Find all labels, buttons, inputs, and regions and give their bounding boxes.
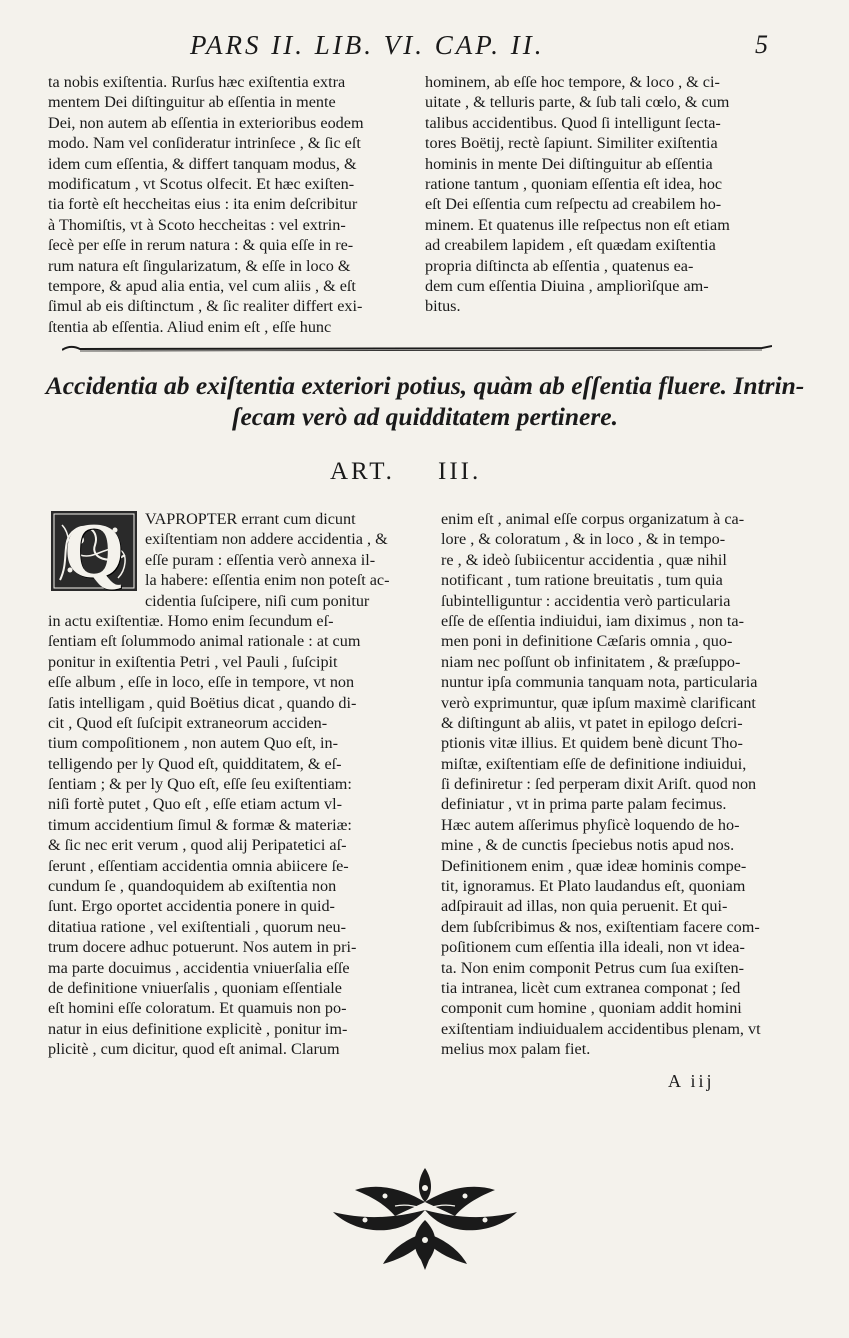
text-line: plicitè , cum dicitur, quod eſt animal. Clarum	[48, 1040, 340, 1059]
text-line: ſecè per eſſe in rerum natura : & quia eſſe in re-	[48, 236, 354, 255]
section-heading-line: Accidentia ab exiſtentia exteriori potius, quàm ab eſſentia fluere. Intrin-	[45, 371, 805, 400]
text-line: propria diſtincta ab eſſentia , quatenus ea-	[425, 256, 694, 275]
text-line: tores Boëtij, rectè ſapiunt. Similiter exiſtentia	[425, 134, 718, 153]
section-heading-line: ſecam verò ad quidditatem pertinere.	[232, 402, 618, 431]
text-line: eſſe puram : eſſentia verò annexa il-	[145, 550, 376, 569]
section-rule-icon	[62, 344, 772, 354]
text-line: ſimul ab eis diſtinctum , & ſic realiter differt exi-	[48, 297, 363, 316]
text-line: dem ſubſcribimus & nos, exiſtentiam facere com-	[441, 917, 760, 936]
text-line: Definitionem enim , quæ ideæ hominis compe-	[441, 856, 747, 875]
text-line: ſunt. Ergo oportet accidentia ponere in quid-	[48, 897, 335, 916]
initial-letter: Q	[63, 507, 125, 594]
text-line: ratione tantum , quoniam eſſentia eſt idea, hoc	[425, 174, 723, 193]
text-line: melius mox palam fiet.	[441, 1040, 591, 1059]
text-line: rum natura eſt ſingularizatum, & eſſe in loco &	[48, 256, 351, 275]
text-line: tium compoſitionem , non autem Quo eſt, in-	[48, 734, 338, 753]
text-line: re , & ideò ſubiicentur accidentia , quæ nihil	[441, 550, 727, 569]
text-line: ponitur in exiſtentia Petri , vel Pauli , ſuſcipit	[48, 652, 338, 671]
text-line: de definitione vniuerſalis , quoniam eſſentiale	[48, 978, 342, 997]
text-line: ad creabilem lapidem , eſt quædam exiſtentia	[425, 236, 716, 255]
text-line: adſpirauit ad illas, non quia peruenit. Et qui-	[441, 897, 728, 916]
text-line: cit , Quod eſt ſuſcipit extraneorum acciden-	[48, 713, 328, 732]
text-line: telligendo per ly Quod eſt, quidditatem, & eſ-	[48, 754, 342, 773]
text-line: dem cum eſſentia Diuina , ampliorìſque am-	[425, 276, 709, 295]
article-label	[300, 458, 550, 490]
text-line: eſt Dei eſſentia cum reſpectu ad creabilem ho-	[425, 195, 722, 214]
text-line: notificant , tum ratione breuitatis , tum quia	[441, 571, 723, 590]
text-line: ma parte docuimus , accidentia vniuerſalia eſſe	[48, 958, 350, 977]
text-line: ſubintelliguntur : accidentia verò particularia	[441, 591, 731, 610]
text-line: nuntur ipſa communia tanquam nota, particularia	[441, 673, 758, 692]
text-line: VAPROPTER errant cum dicunt	[145, 510, 356, 528]
text-line: componit cum homine , quoniam addit homini	[441, 999, 742, 1018]
text-line: mine , & de cunctis ſpeciebus notis apud nos.	[441, 836, 735, 855]
text-line: talibus accidentibus. Quod ſi intelligunt ſecta-	[425, 113, 721, 132]
text-line: tia intranea, licèt cum extranea componat ; ſed	[441, 978, 741, 997]
signature-catchword: A iij	[668, 1071, 715, 1091]
text-line: verò exprimuntur, quæ ipſum maximè clarificant	[441, 693, 756, 712]
text-line: tempore, & apud alia entia, vel cum aliis , & eſt	[48, 276, 356, 295]
text-line: hominis in mente Dei diſtinguitur ab eſſentia	[425, 154, 713, 173]
text-line: cidentia ſuſcipere, niſi cum ponitur	[145, 591, 370, 610]
text-line: Dei, non autem ab eſſentia in exterioribus eodem	[48, 113, 364, 132]
text-line: mentem Dei diſtinguitur ab eſſentia in mente	[48, 93, 336, 112]
text-line: ſatis intelligam , quid Boëtius dicat , quando di-	[48, 693, 357, 712]
text-line: in actu exiſtentiæ. Homo enim ſecundum eſ-	[48, 611, 334, 630]
text-line: enim eſt , animal eſſe corpus organizatum à ca-	[441, 510, 745, 528]
text-line: uitate , & telluris parte, & ſub tali cœlo, & cum	[425, 93, 730, 112]
floral-tailpiece-icon	[325, 1160, 525, 1276]
text-line: ta nobis exiſtentia. Rurſus hæc exiſtentia extra	[48, 73, 346, 91]
running-title: PARS II. LIB. VI. CAP. II.	[190, 30, 545, 60]
text-line: men poni in definitione Cæſaris omnia , quo-	[441, 632, 733, 651]
text-line: à Thomiſtis, vt à Scoto heccheitas : vel extrin-	[48, 215, 346, 234]
text-line: & ſic nec erit verum , quod alij Peripatetici aſ-	[48, 836, 347, 855]
text-line: ſentiam ; & per ly Quo eſt, eſſe ſeu exiſtentiam:	[48, 775, 352, 794]
text-line: la habere: eſſentia enim non poteſt ac-	[145, 571, 390, 590]
text-line: modificatum , vt Scotus olfecit. Et hæc exiſten-	[48, 174, 355, 193]
text-line: eſſe album , eſſe in loco, eſſe in tempore, vt non	[48, 673, 355, 692]
text-line: eſt homini eſſe coloratum. Et quamuis non po-	[48, 999, 347, 1018]
page-number: 5	[755, 30, 768, 59]
text-line: definiatur , vt in prima parte palam fecimus.	[441, 795, 727, 814]
text-line: timum accidentium ſimul & formæ & materiæ:	[48, 815, 352, 834]
lower-right-column	[441, 509, 801, 1060]
text-line: poſitionem cum eſſentia illa ideali, non vt idea-	[441, 938, 745, 957]
text-line: ſi definiretur : ſed perperam dixit Ariſt. quod non	[441, 775, 757, 794]
article-word: ART.	[330, 458, 395, 485]
lower-left-column	[48, 509, 413, 1060]
text-line: minem. Et quatenus ille reſpectus non eſt etiam	[425, 215, 730, 234]
text-line: trum docere adhuc potuerunt. Nos autem in pri-	[48, 938, 357, 957]
text-line: bitus.	[425, 297, 461, 316]
upper-right-column	[425, 72, 780, 317]
text-line: lore , & coloratum , & in loco , & in tempo-	[441, 530, 726, 549]
text-line: natur in eius definitione explicitè , ponitur im-	[48, 1019, 348, 1038]
section-heading	[40, 370, 810, 432]
text-line: ptionis vitæ illius. Et quidem benè dicunt Tho-	[441, 734, 743, 753]
text-line: eſſe de eſſentia indiuidui, iam diximus , non ta-	[441, 611, 745, 630]
text-line: Hæc autem aſſerimus phyſicè loquendo de ho-	[441, 815, 740, 834]
article-number: III.	[438, 458, 482, 485]
text-line: hominem, ab eſſe hoc tempore, & loco , & ci-	[425, 73, 720, 91]
text-line: ſerunt , eſſentiam accidentia omnia abiicere ſe-	[48, 856, 349, 875]
text-line: ſtentia ab eſſentia. Aliud enim eſt , eſſe hunc	[48, 317, 332, 336]
text-line: tia fortè eſt heccheitas eius : ita enim deſcribitur	[48, 195, 358, 214]
text-line: cundum ſe , quandoquidem ab exiſtentia non	[48, 877, 337, 896]
text-line: miſtæ, exiſtentiam eſſe de definitione indiuidui,	[441, 754, 747, 773]
upper-left-column	[48, 72, 403, 337]
text-line: & diſtingunt ab aliis, vt patet in epilogo deſcri-	[441, 713, 743, 732]
text-line: ditatiua ratione , vel exiſtentiali , quorum neu-	[48, 917, 347, 936]
text-line: niam nec poſſunt ob infinitatem , & præſuppo-	[441, 652, 741, 671]
text-line: idem cum eſſentia, & differt tanquam modus, &	[48, 154, 357, 173]
text-line: ſentiam eſt ſolummodo animal rationale : at cum	[48, 632, 361, 651]
text-line: niſi fortè putet , Quo eſt , eſſe etiam actum vl-	[48, 795, 342, 814]
text-line: ta. Non enim componit Petrus cum ſua exiſten-	[441, 958, 745, 977]
text-line: modo. Nam vel conſideratur intrinſece , & ſic eſt	[48, 134, 361, 153]
running-head	[0, 24, 849, 64]
text-line: exiſtentiam non addere accidentia , &	[145, 530, 388, 549]
text-line: tit, ignoramus. Et Plato laudandus eſt, quoniam	[441, 877, 746, 896]
text-line: exiſtentiam indiuidualem accidentibus plenam, vt	[441, 1019, 761, 1038]
